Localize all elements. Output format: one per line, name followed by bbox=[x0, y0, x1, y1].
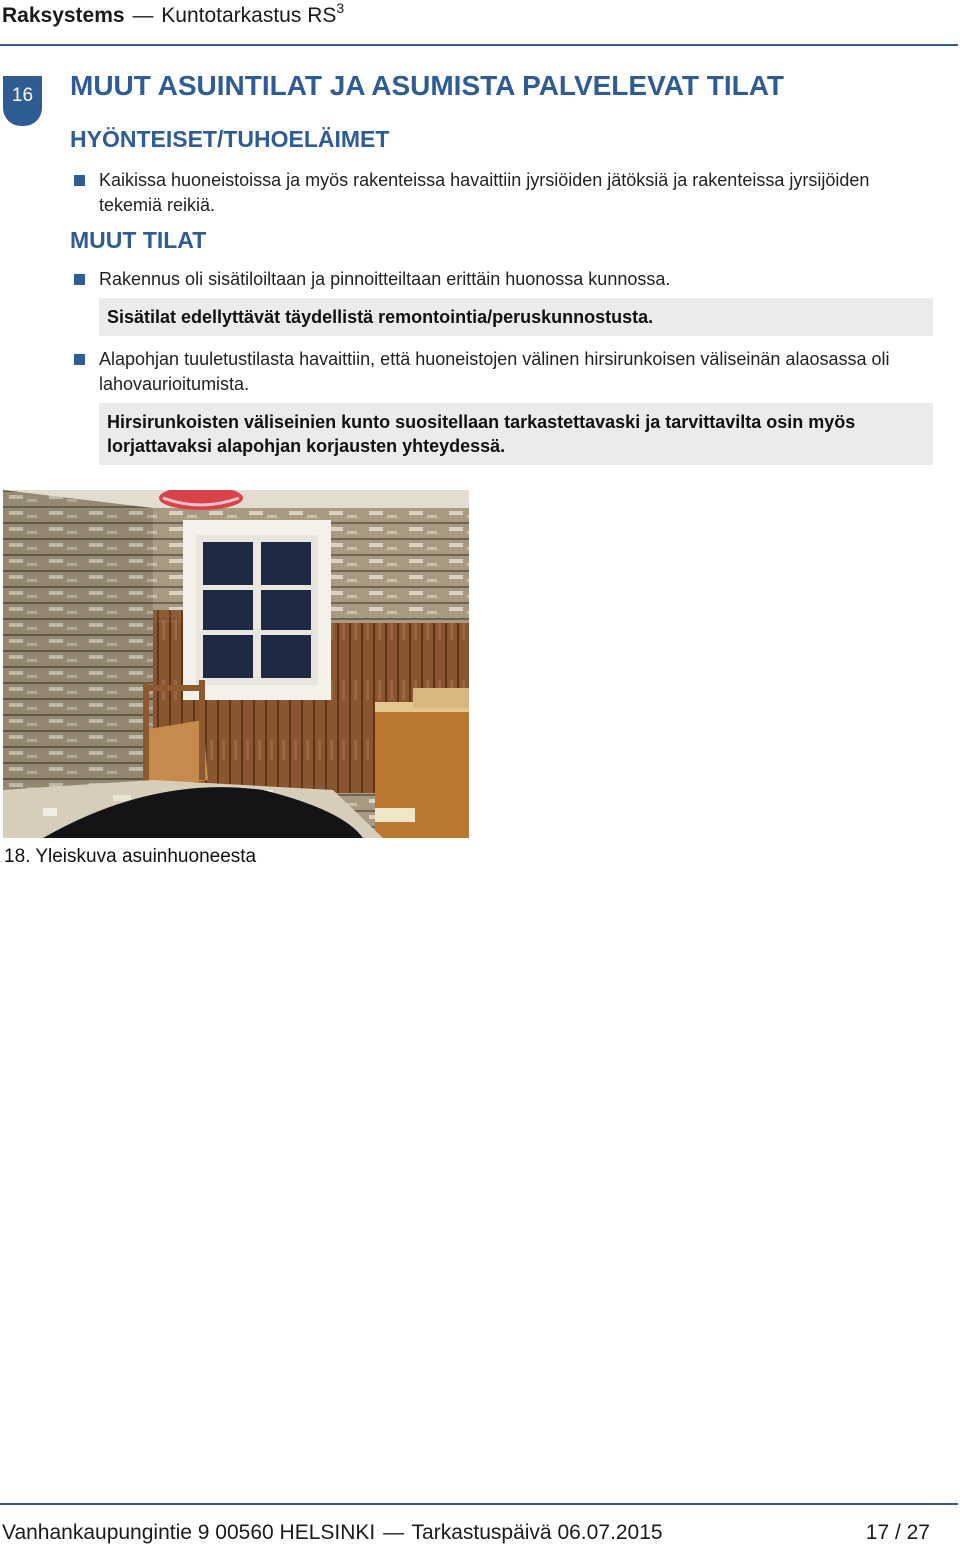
header-brand bbox=[2, 0, 345, 28]
other-bullet-1-text: Rakennus oli sisätiloiltaan ja pinnoitteiltaan erittäin huonossa kunnossa. bbox=[99, 269, 671, 289]
bullet-square-icon bbox=[74, 354, 85, 365]
footer-inspection-date: Tarkastuspäivä 06.07.2015 bbox=[411, 1521, 663, 1544]
brand-name: Raksystems bbox=[2, 4, 125, 27]
page-number: 17 / 27 bbox=[865, 1521, 930, 1544]
section-number-badge: 16 bbox=[3, 76, 42, 126]
recommendation-note-2: Hirsirunkoisten väliseinien kunto suositellaan tarkastettavaski ja tarvittavilta osin myös lorjattavaksi alapohjan korjausten yhteydessä. bbox=[99, 403, 933, 465]
page-footer bbox=[0, 1503, 958, 1550]
product-name: Kuntotarkastus RS bbox=[161, 4, 337, 27]
other-bullet-2-text: Alapohjan tuuletustilasta havaittiin, että huoneistojen välinen hirsirunkoisen väliseinän alaosassa oli lahovaurioitumista. bbox=[99, 349, 890, 394]
product-superscript: 3 bbox=[336, 0, 345, 16]
bullet-square-icon bbox=[74, 175, 85, 186]
other-spaces-heading: MUUT TILAT bbox=[70, 227, 207, 253]
recommendation-note-1: Sisätilat edellyttävät täydellistä remontointia/peruskunnostusta. bbox=[99, 298, 933, 336]
pests-heading: HYÖNTEISET/TUHOELÄIMET bbox=[70, 126, 390, 152]
pests-bullet-text: Kaikissa huoneistoissa ja myös rakenteissa havaittiin jyrsiöiden jätöksiä ja rakenteissa jyrsijöiden tekemiä reikiä. bbox=[99, 170, 870, 215]
footer-info bbox=[2, 1521, 663, 1545]
page-header bbox=[0, 0, 958, 46]
other-bullet-1 bbox=[74, 267, 894, 292]
pests-bullet bbox=[74, 168, 894, 218]
section-title: MUUT ASUINTILAT JA ASUMISTA PALVELEVAT TILAT bbox=[70, 70, 784, 101]
room-photo-illustration bbox=[3, 490, 469, 838]
other-bullet-2 bbox=[74, 347, 894, 397]
footer-separator: — bbox=[383, 1521, 405, 1544]
photo-caption: 18. Yleiskuva asuinhuoneesta bbox=[4, 846, 257, 867]
room-photo bbox=[3, 490, 469, 838]
bullet-square-icon bbox=[74, 274, 85, 285]
header-separator: — bbox=[132, 4, 154, 27]
footer-address: Vanhankaupungintie 9 00560 HELSINKI bbox=[2, 1521, 376, 1544]
